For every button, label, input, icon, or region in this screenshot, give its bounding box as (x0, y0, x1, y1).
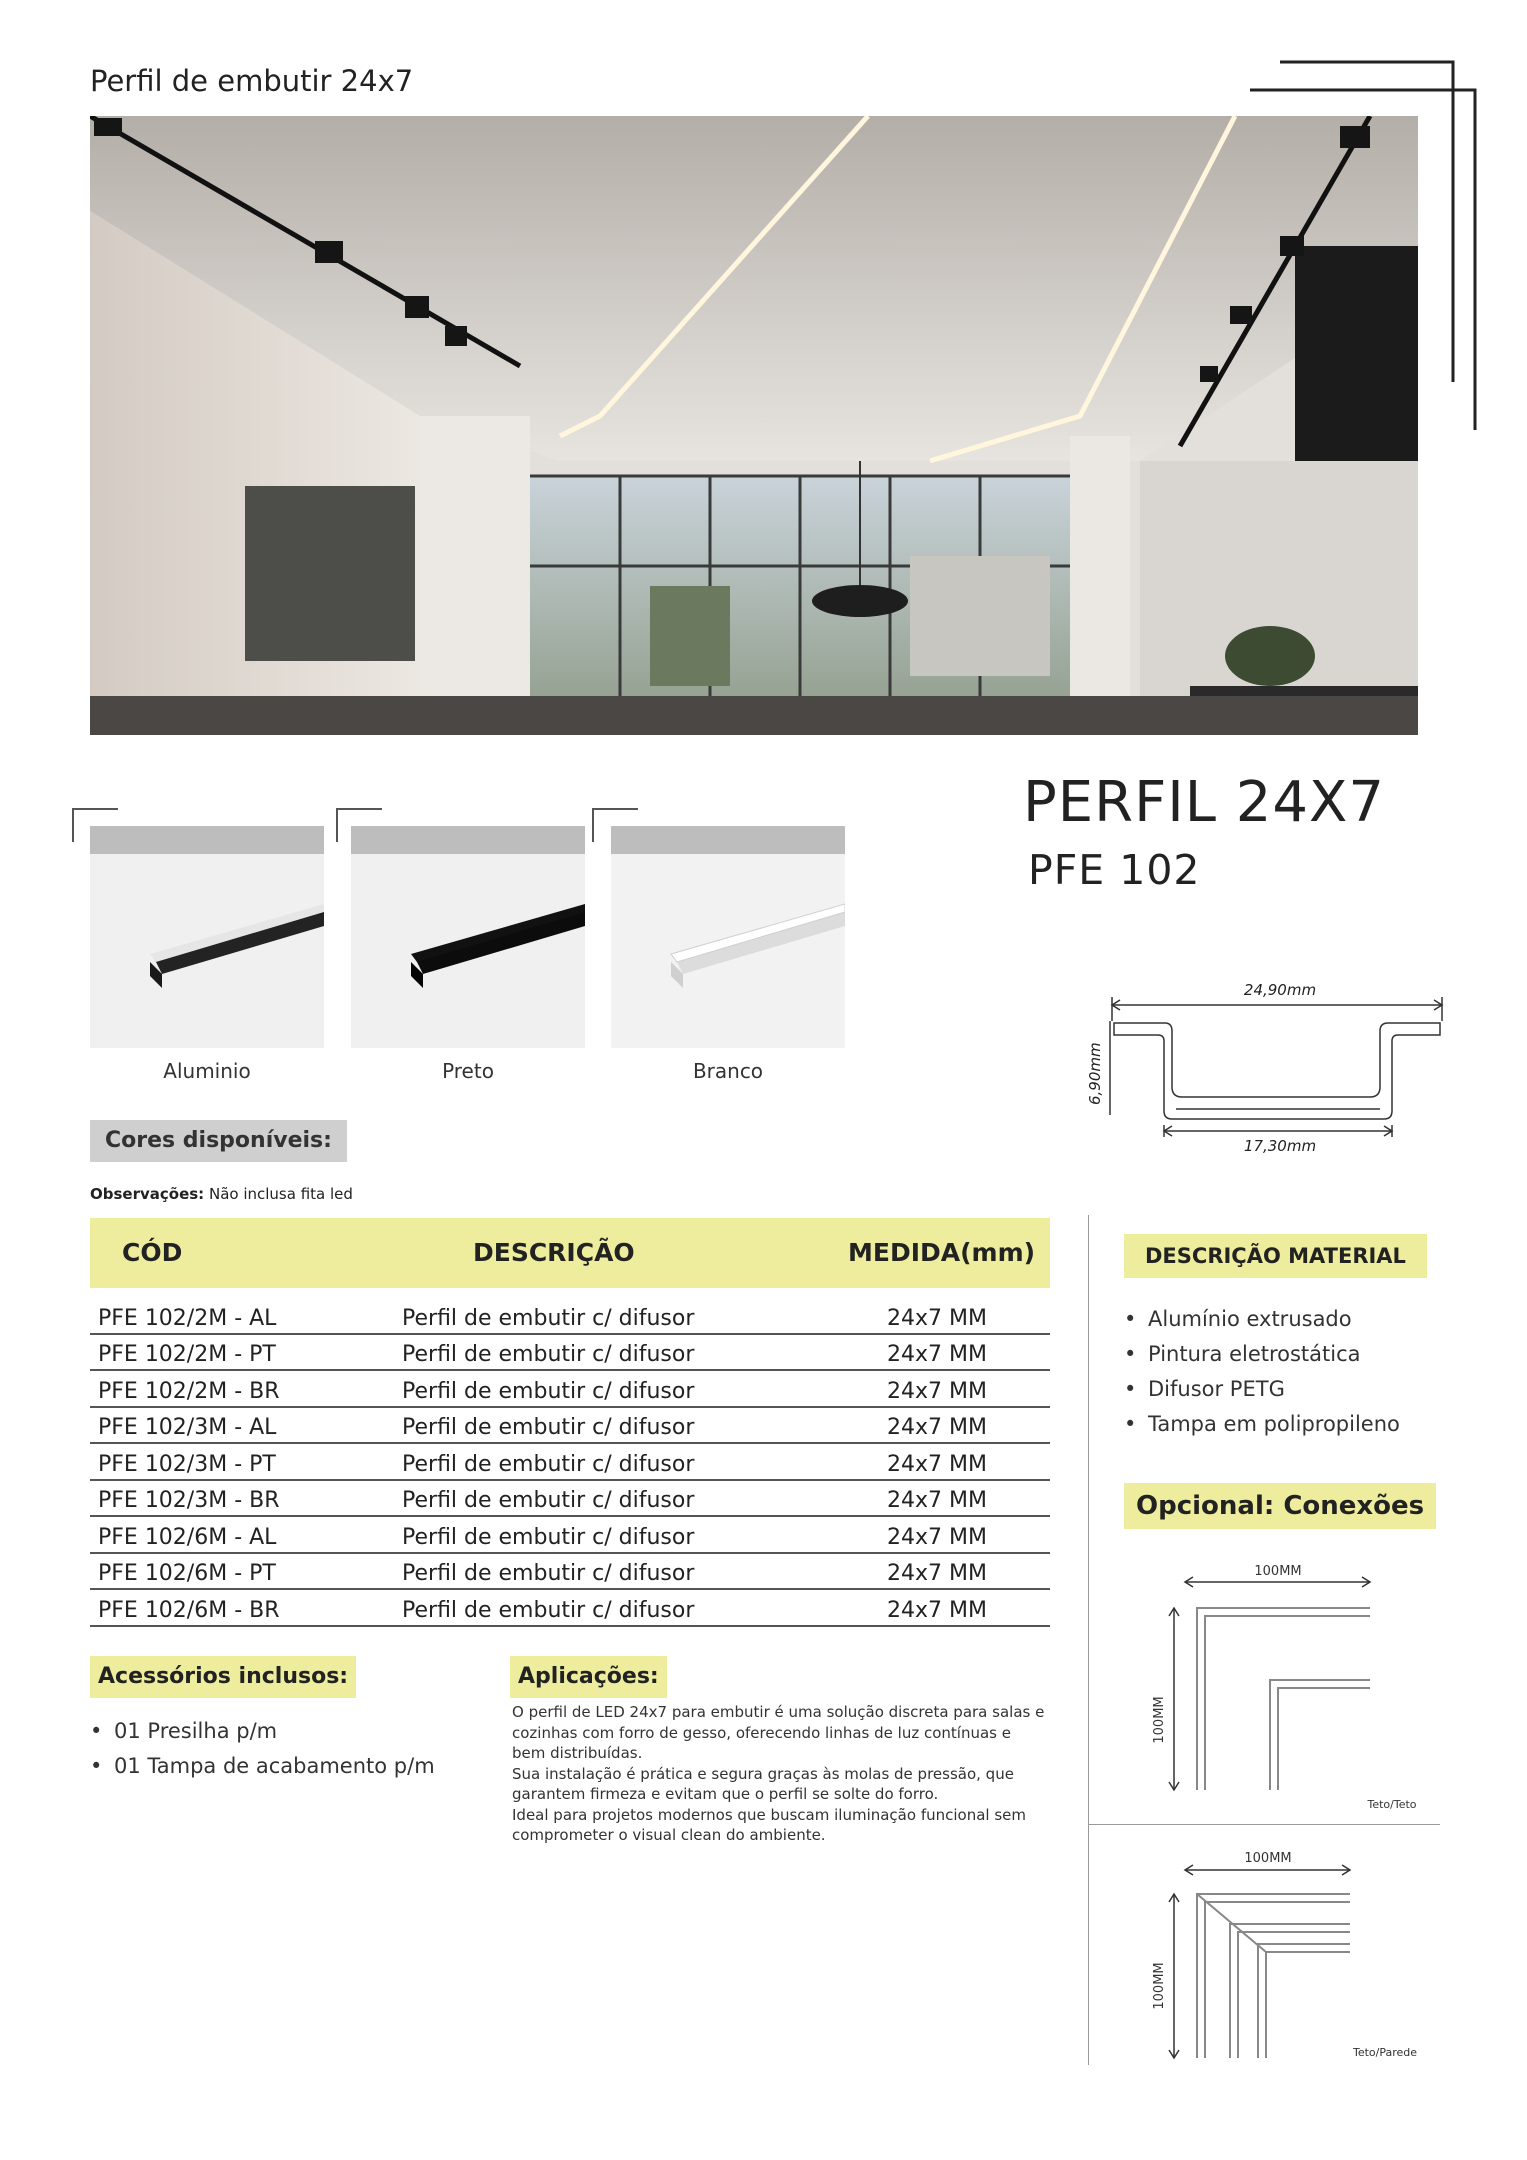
row-medida: 24x7 MM (887, 1597, 987, 1623)
page-title: Perfil de embutir 24x7 (90, 64, 414, 98)
table-row (90, 1590, 1050, 1627)
observations-note (90, 1185, 353, 1203)
row-medida: 24x7 MM (887, 1378, 987, 1404)
swatch-label-preto: Preto (442, 1059, 494, 1083)
applications-line: comprometer o visual clean do ambiente. (512, 1826, 826, 1844)
swatch-image-branco (611, 826, 845, 1048)
swatch-image-aluminio (90, 826, 324, 1048)
dim-horizontal-label: 100MM (1254, 1564, 1302, 1579)
row-medida: 24x7 MM (887, 1342, 987, 1367)
applications-line: O perfil de LED 24x7 para embutir é uma solução discreta para salas e (512, 1703, 1045, 1721)
header-medida: MEDIDA(mm) (848, 1238, 1036, 1267)
height-dimension-label: 6,90mm (1086, 1042, 1104, 1105)
bottom-dimension-label: 17,30mm (1243, 1137, 1317, 1155)
connector-teto-parede-drawing (1140, 1846, 1440, 2066)
row-cod: PFE 102/3M - AL (98, 1415, 277, 1440)
header-descricao: DESCRIÇÃO (473, 1238, 635, 1267)
material-item: • Tampa em polipropileno (1124, 1407, 1400, 1442)
table-row (90, 1554, 1050, 1591)
row-desc: Perfil de embutir c/ difusor (402, 1451, 695, 1477)
connector-caption: Teto/Teto (1367, 1798, 1417, 1811)
width-dimension-label: 24,90mm (1243, 981, 1317, 999)
product-title: PERFIL 24X7 (1023, 770, 1386, 835)
material-item: • Pintura eletrostática (1124, 1337, 1400, 1372)
applications-line: cozinhas com forro de gesso, oferecendo linhas de luz contínuas e (512, 1723, 1011, 1742)
connector-divider (1088, 1824, 1440, 1825)
row-medida: 24x7 MM (887, 1305, 987, 1331)
material-item: • Difusor PETG (1124, 1372, 1400, 1407)
row-cod: PFE 102/6M - PT (98, 1561, 276, 1586)
row-desc: Perfil de embutir c/ difusor (402, 1342, 695, 1367)
row-desc: Perfil de embutir c/ difusor (402, 1415, 695, 1440)
applications-line: garantem firmeza e evitam que o perfil se solte do forro. (512, 1785, 939, 1803)
applications-line: bem distribuídas. (512, 1744, 643, 1762)
row-medida: 24x7 MM (887, 1524, 987, 1550)
applications-heading: Aplicações: (510, 1656, 667, 1698)
optional-heading: Opcional: Conexões (1124, 1483, 1436, 1529)
accessories-list (90, 1714, 435, 1784)
profile-cross-section-drawing (1080, 975, 1460, 1155)
table-row (90, 1371, 1050, 1408)
table-header (90, 1218, 1050, 1288)
table-row (90, 1444, 1050, 1481)
applications-line: Sua instalação é prática e segura graças às molas de pressão, que (512, 1764, 1014, 1783)
table-row (90, 1481, 1050, 1518)
dim-vertical-label: 100MM (1152, 1696, 1167, 1744)
header-cod: CÓD (122, 1238, 183, 1267)
row-cod: PFE 102/6M - AL (98, 1524, 277, 1550)
hero-photo-illustration (90, 116, 1418, 735)
applications-text (512, 1702, 1052, 1846)
colors-heading: Cores disponíveis: (90, 1120, 347, 1162)
profile-render-branco (611, 826, 845, 1048)
product-table (90, 1298, 1050, 1627)
row-desc: Perfil de embutir c/ difusor (402, 1597, 695, 1623)
table-row (90, 1335, 1050, 1372)
profile-render-aluminio (90, 826, 324, 1048)
observations-label: Observações: (90, 1185, 205, 1203)
material-item: • Alumínio extrusado (1124, 1302, 1400, 1337)
row-medida: 24x7 MM (887, 1561, 987, 1586)
dim-vertical-label: 100MM (1152, 1962, 1167, 2010)
accessory-item: • 01 Presilha p/m (90, 1714, 435, 1749)
product-code: PFE 102 (1028, 846, 1201, 894)
table-row (90, 1298, 1050, 1335)
material-heading: DESCRIÇÃO MATERIAL (1124, 1234, 1427, 1278)
material-list (1124, 1302, 1400, 1442)
table-row (90, 1517, 1050, 1554)
row-medida: 24x7 MM (887, 1488, 987, 1513)
connector-caption: Teto/Parede (1352, 2046, 1418, 2059)
row-cod: PFE 102/2M - BR (98, 1378, 280, 1404)
row-cod: PFE 102/2M - PT (98, 1342, 276, 1367)
row-desc: Perfil de embutir c/ difusor (402, 1305, 695, 1331)
table-row (90, 1408, 1050, 1445)
connector-teto-teto-drawing (1140, 1560, 1440, 1820)
row-desc: Perfil de embutir c/ difusor (402, 1561, 695, 1586)
accessory-item: • 01 Tampa de acabamento p/m (90, 1749, 435, 1784)
row-medida: 24x7 MM (887, 1451, 987, 1477)
hero-image (90, 116, 1418, 735)
swatch-image-preto (351, 826, 585, 1048)
applications-line: Ideal para projetos modernos que buscam iluminação funcional sem (512, 1805, 1026, 1824)
row-cod: PFE 102/3M - BR (98, 1488, 280, 1513)
dim-horizontal-label: 100MM (1244, 1851, 1292, 1866)
column-divider (1088, 1215, 1089, 2065)
row-cod: PFE 102/6M - BR (98, 1597, 280, 1623)
accessories-heading: Acessórios inclusos: (90, 1656, 356, 1698)
swatch-label-aluminio: Aluminio (163, 1059, 251, 1083)
profile-render-preto (351, 826, 585, 1048)
row-cod: PFE 102/3M - PT (98, 1451, 276, 1477)
row-desc: Perfil de embutir c/ difusor (402, 1378, 695, 1404)
row-desc: Perfil de embutir c/ difusor (402, 1524, 695, 1550)
row-cod: PFE 102/2M - AL (98, 1305, 277, 1331)
row-desc: Perfil de embutir c/ difusor (402, 1488, 695, 1513)
swatch-label-branco: Branco (692, 1059, 764, 1083)
row-medida: 24x7 MM (887, 1415, 987, 1440)
observations-text: Não inclusa fita led (208, 1185, 353, 1203)
